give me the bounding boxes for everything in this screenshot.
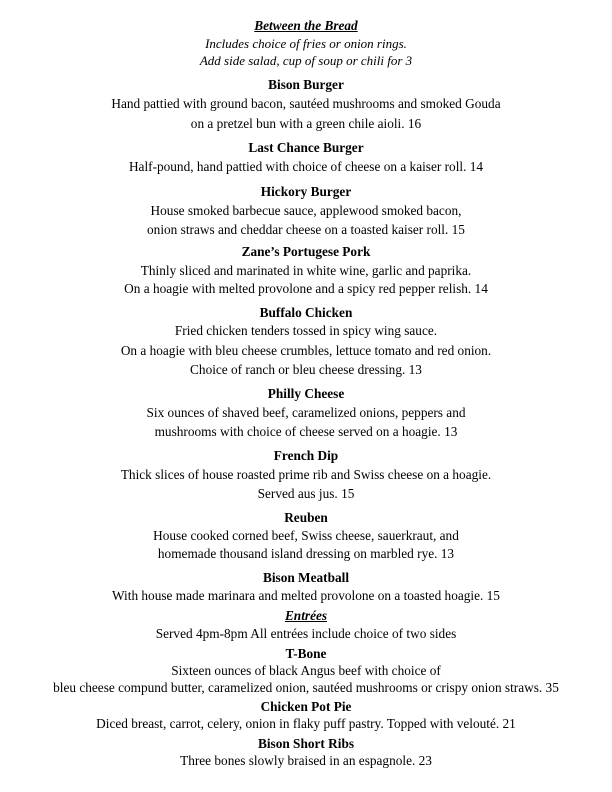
menu-item-name: Bison Burger — [268, 77, 344, 92]
menu-item-description: Fried chicken tenders tossed in spicy wing sauce. — [174, 323, 438, 338]
menu-item-name: Bison Short Ribs — [257, 736, 355, 751]
menu-item-name: Bison Meatball — [262, 570, 350, 585]
menu-item-name: Last Chance Burger — [248, 140, 364, 155]
menu-item-description: Thick slices of house roasted prime rib and Swiss cheese on a hoagie. — [120, 467, 492, 482]
menu-item-description: House cooked corned beef, Swiss cheese, sauerkraut, and — [153, 528, 459, 543]
section-note: Add side salad, cup of soup or chili for 3 — [199, 53, 413, 68]
menu-item-description: On a hoagie with melted provolone and a spicy red pepper relish. 14 — [124, 281, 488, 296]
menu-item-name: Hickory Burger — [260, 184, 352, 199]
menu-item-name: Reuben — [284, 510, 328, 525]
menu-item-description: on a pretzel bun with a green chile aioli. 16 — [190, 116, 422, 131]
menu-item-description: Choice of ranch or bleu cheese dressing. 13 — [190, 362, 422, 377]
menu-item-description: mushrooms with choice of cheese served on a hoagie. 13 — [154, 424, 458, 439]
menu-item-description: onion straws and cheddar cheese on a toasted kaiser roll. 15 — [147, 222, 465, 237]
menu-item-description: homemade thousand island dressing on marbled rye. 13 — [157, 546, 455, 561]
menu-item-description: Three bones slowly braised in an espagnole. 23 — [180, 753, 432, 768]
section-note: Served 4pm-8pm All entrées include choice of two sides — [155, 626, 457, 641]
menu-item-name: T-Bone — [285, 646, 327, 661]
section-note: Includes choice of fries or onion rings. — [205, 36, 407, 51]
menu-item-name: Buffalo Chicken — [259, 305, 353, 320]
menu-item-description: With house made marinara and melted provolone on a toasted hoagie. 15 — [112, 588, 500, 603]
menu-item-description: House smoked barbecue sauce, applewood smoked bacon, — [150, 203, 462, 218]
section-title-sandwiches: Between the Bread — [254, 18, 358, 33]
menu-item-name: Zane’s Portugese Pork — [241, 244, 371, 259]
menu-item-name: Chicken Pot Pie — [260, 699, 352, 714]
menu-item-name: French Dip — [273, 448, 339, 463]
menu-item-description: Six ounces of shaved beef, caramelized onions, peppers and — [146, 405, 466, 420]
menu-item-description: bleu cheese compund butter, caramelized onion, sautéed mushrooms or crispy onion straws. 35 — [53, 680, 559, 695]
menu-item-description: Diced breast, carrot, celery, onion in flaky puff pastry. Topped with velouté. 21 — [96, 716, 516, 731]
menu-item-description: Hand pattied with ground bacon, sautéed mushrooms and smoked Gouda — [111, 96, 501, 111]
menu-item-description: Sixteen ounces of black Angus beef with choice of — [171, 663, 441, 678]
section-title-entrees: Entrées — [284, 608, 328, 623]
menu-item-description: Thinly sliced and marinated in white wine, garlic and paprika. — [140, 263, 472, 278]
menu-item-description: On a hoagie with bleu cheese crumbles, lettuce tomato and red onion. — [120, 343, 492, 358]
menu-item-name: Philly Cheese — [267, 386, 345, 401]
menu-item-description: Half-pound, hand pattied with choice of cheese on a kaiser roll. 14 — [128, 159, 484, 174]
menu-item-description: Served aus jus. 15 — [257, 486, 355, 501]
